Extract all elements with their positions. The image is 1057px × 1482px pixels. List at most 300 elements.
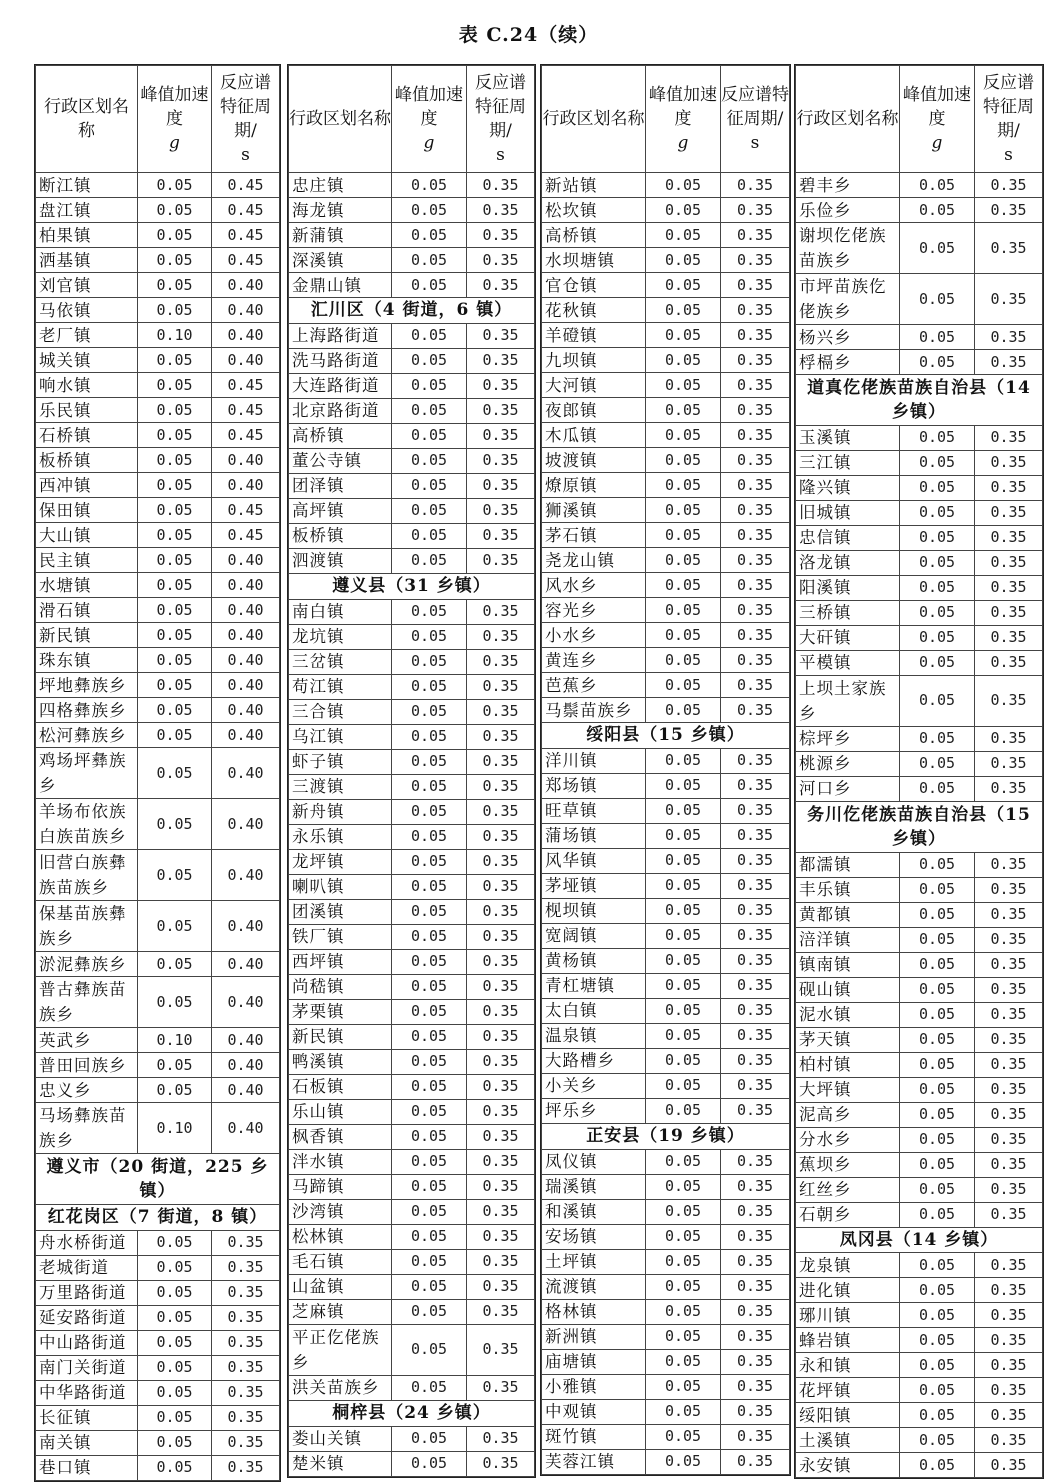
table-row bbox=[289, 223, 535, 248]
table-row bbox=[289, 899, 535, 924]
characteristic-period: 0.40 bbox=[212, 748, 280, 799]
characteristic-period: 0.35 bbox=[467, 699, 535, 724]
district-name: 分水乡 bbox=[796, 1127, 900, 1152]
characteristic-period: 0.35 bbox=[975, 1027, 1043, 1052]
table-column-2 bbox=[287, 64, 536, 1478]
table-row bbox=[542, 1224, 790, 1249]
table-row bbox=[289, 624, 535, 649]
peak-acceleration: 0.05 bbox=[392, 674, 467, 699]
district-name: 绥阳镇 bbox=[796, 1403, 900, 1428]
district-name: 芭蕉乡 bbox=[542, 673, 646, 698]
table-row bbox=[289, 699, 535, 724]
characteristic-period: 0.35 bbox=[467, 473, 535, 498]
peak-acceleration: 0.05 bbox=[900, 1428, 975, 1453]
characteristic-period: 0.40 bbox=[212, 1053, 280, 1078]
characteristic-period: 0.35 bbox=[721, 1048, 790, 1073]
characteristic-period: 0.35 bbox=[467, 498, 535, 523]
district-name: 洒基镇 bbox=[36, 248, 138, 273]
peak-acceleration: 0.05 bbox=[900, 1127, 975, 1152]
district-name: 大河镇 bbox=[542, 373, 646, 398]
peak-acceleration: 0.05 bbox=[646, 1023, 721, 1048]
header-name bbox=[796, 66, 900, 173]
district-name: 流渡镇 bbox=[542, 1274, 646, 1299]
characteristic-period: 0.35 bbox=[721, 398, 790, 423]
peak-acceleration: 0.05 bbox=[646, 1274, 721, 1299]
characteristic-period: 0.35 bbox=[467, 398, 535, 423]
district-name: 花坪镇 bbox=[796, 1378, 900, 1403]
characteristic-period: 0.35 bbox=[467, 1074, 535, 1099]
district-name: 茅石镇 bbox=[542, 523, 646, 548]
table-row bbox=[36, 323, 280, 348]
peak-acceleration: 0.05 bbox=[646, 798, 721, 823]
peak-acceleration: 0.05 bbox=[646, 648, 721, 673]
peak-acceleration: 0.05 bbox=[392, 1375, 467, 1400]
peak-acceleration: 0.05 bbox=[392, 273, 467, 298]
characteristic-period: 0.35 bbox=[467, 448, 535, 473]
district-name: 南门关街道 bbox=[36, 1355, 138, 1380]
peak-acceleration: 0.05 bbox=[646, 1399, 721, 1424]
peak-acceleration: 0.05 bbox=[392, 1324, 467, 1375]
district-name: 普古彝族苗族乡 bbox=[36, 977, 138, 1028]
table-row bbox=[289, 1224, 535, 1249]
peak-acceleration: 0.05 bbox=[392, 373, 467, 398]
characteristic-period: 0.35 bbox=[467, 173, 535, 198]
peak-acceleration: 0.05 bbox=[646, 823, 721, 848]
characteristic-period: 0.45 bbox=[212, 398, 280, 423]
characteristic-period: 0.40 bbox=[212, 473, 280, 498]
district-name: 楚米镇 bbox=[289, 1451, 392, 1476]
characteristic-period: 0.35 bbox=[975, 198, 1043, 223]
peak-acceleration: 0.05 bbox=[646, 248, 721, 273]
characteristic-period: 0.35 bbox=[212, 1455, 280, 1480]
characteristic-period: 0.35 bbox=[721, 773, 790, 798]
characteristic-period: 0.35 bbox=[975, 675, 1043, 726]
peak-acceleration: 0.05 bbox=[646, 423, 721, 448]
peak-acceleration: 0.05 bbox=[392, 699, 467, 724]
peak-acceleration: 0.05 bbox=[392, 323, 467, 348]
table-row bbox=[36, 298, 280, 323]
peak-acceleration: 0.05 bbox=[392, 448, 467, 473]
table-row bbox=[542, 598, 790, 623]
table-row bbox=[796, 350, 1043, 375]
table-row bbox=[796, 625, 1043, 650]
characteristic-period: 0.35 bbox=[467, 1199, 535, 1224]
district-name: 西冲镇 bbox=[36, 473, 138, 498]
characteristic-period: 0.35 bbox=[721, 1299, 790, 1324]
district-name: 小雅镇 bbox=[542, 1374, 646, 1399]
header-pga bbox=[900, 66, 975, 173]
table-row bbox=[796, 1403, 1043, 1428]
district-name: 上坝土家族乡 bbox=[796, 675, 900, 726]
peak-acceleration: 0.05 bbox=[392, 1224, 467, 1249]
table-row bbox=[289, 599, 535, 624]
peak-acceleration: 0.05 bbox=[646, 948, 721, 973]
header-period-unit: s bbox=[1004, 145, 1013, 165]
table-row bbox=[796, 575, 1043, 600]
district-name: 洪关苗族乡 bbox=[289, 1375, 392, 1400]
table-row bbox=[542, 348, 790, 373]
peak-acceleration: 0.05 bbox=[392, 824, 467, 849]
table-row bbox=[289, 649, 535, 674]
table-row bbox=[796, 1353, 1043, 1378]
peak-acceleration: 0.05 bbox=[138, 523, 212, 548]
district-name: 泥水镇 bbox=[796, 1002, 900, 1027]
district-name: 董公寺镇 bbox=[289, 448, 392, 473]
table-row bbox=[36, 498, 280, 523]
characteristic-period: 0.35 bbox=[975, 1253, 1043, 1278]
characteristic-period: 0.35 bbox=[467, 949, 535, 974]
table-row bbox=[796, 675, 1043, 726]
table-row bbox=[289, 724, 535, 749]
table-row bbox=[289, 523, 535, 548]
characteristic-period: 0.35 bbox=[467, 223, 535, 248]
district-name: 忠义乡 bbox=[36, 1078, 138, 1103]
district-name: 高坪镇 bbox=[289, 498, 392, 523]
table-row bbox=[796, 927, 1043, 952]
characteristic-period: 0.45 bbox=[212, 248, 280, 273]
table-row bbox=[289, 1199, 535, 1224]
characteristic-period: 0.40 bbox=[212, 901, 280, 952]
peak-acceleration: 0.05 bbox=[900, 927, 975, 952]
characteristic-period: 0.35 bbox=[467, 348, 535, 373]
district-name: 丰乐镇 bbox=[796, 877, 900, 902]
table-row bbox=[36, 1330, 280, 1355]
table-row bbox=[289, 248, 535, 273]
characteristic-period: 0.40 bbox=[212, 623, 280, 648]
characteristic-period: 0.35 bbox=[975, 1428, 1043, 1453]
table-row bbox=[542, 573, 790, 598]
section-heading: 正安县（19 乡镇） bbox=[542, 1123, 790, 1149]
peak-acceleration: 0.05 bbox=[646, 548, 721, 573]
district-name: 太白镇 bbox=[542, 998, 646, 1023]
section-heading: 凤冈县（14 乡镇） bbox=[796, 1227, 1043, 1253]
peak-acceleration: 0.05 bbox=[392, 173, 467, 198]
header-name-text: 行政区划名称 bbox=[44, 97, 129, 141]
characteristic-period: 0.35 bbox=[975, 173, 1043, 198]
district-name: 老城街道 bbox=[36, 1255, 138, 1280]
table-row bbox=[289, 1426, 535, 1451]
district-name: 官仓镇 bbox=[542, 273, 646, 298]
peak-acceleration: 0.05 bbox=[392, 724, 467, 749]
characteristic-period: 0.35 bbox=[975, 852, 1043, 877]
peak-acceleration: 0.10 bbox=[138, 323, 212, 348]
table-row bbox=[542, 798, 790, 823]
peak-acceleration: 0.05 bbox=[900, 650, 975, 675]
district-name: 鸭溪镇 bbox=[289, 1049, 392, 1074]
table-row bbox=[542, 748, 790, 773]
table-row bbox=[36, 901, 280, 952]
peak-acceleration: 0.05 bbox=[646, 1174, 721, 1199]
peak-acceleration: 0.05 bbox=[392, 999, 467, 1024]
district-name: 新民镇 bbox=[36, 623, 138, 648]
peak-acceleration: 0.05 bbox=[392, 749, 467, 774]
district-name: 青杠塘镇 bbox=[542, 973, 646, 998]
peak-acceleration: 0.05 bbox=[392, 348, 467, 373]
section-heading: 务川仡佬族苗族自治县（15 乡镇） bbox=[796, 801, 1043, 852]
district-name: 长征镇 bbox=[36, 1405, 138, 1430]
characteristic-period: 0.35 bbox=[975, 877, 1043, 902]
characteristic-period: 0.40 bbox=[212, 673, 280, 698]
district-name: 老厂镇 bbox=[36, 323, 138, 348]
peak-acceleration: 0.05 bbox=[646, 923, 721, 948]
peak-acceleration: 0.05 bbox=[900, 751, 975, 776]
header-name bbox=[36, 66, 138, 173]
district-name: 狮溪镇 bbox=[542, 498, 646, 523]
district-name: 进化镇 bbox=[796, 1278, 900, 1303]
district-name: 燎原镇 bbox=[542, 473, 646, 498]
district-name: 板桥镇 bbox=[289, 523, 392, 548]
district-name: 柏果镇 bbox=[36, 223, 138, 248]
peak-acceleration: 0.05 bbox=[646, 223, 721, 248]
peak-acceleration: 0.05 bbox=[646, 1149, 721, 1174]
district-name: 黄杨镇 bbox=[542, 948, 646, 973]
characteristic-period: 0.35 bbox=[212, 1380, 280, 1405]
table-row bbox=[796, 500, 1043, 525]
characteristic-period: 0.35 bbox=[975, 927, 1043, 952]
district-name: 阳溪镇 bbox=[796, 575, 900, 600]
characteristic-period: 0.35 bbox=[975, 600, 1043, 625]
district-name: 水塘镇 bbox=[36, 573, 138, 598]
characteristic-period: 0.35 bbox=[975, 977, 1043, 1002]
district-name: 延安路街道 bbox=[36, 1305, 138, 1330]
peak-acceleration: 0.05 bbox=[138, 1255, 212, 1280]
district-name: 三合镇 bbox=[289, 699, 392, 724]
peak-acceleration: 0.05 bbox=[646, 698, 721, 723]
district-name: 柏村镇 bbox=[796, 1052, 900, 1077]
table-row bbox=[289, 999, 535, 1024]
peak-acceleration: 0.05 bbox=[900, 1328, 975, 1353]
characteristic-period: 0.35 bbox=[721, 1224, 790, 1249]
table-row bbox=[289, 774, 535, 799]
district-name: 泮水镇 bbox=[289, 1149, 392, 1174]
peak-acceleration: 0.05 bbox=[138, 748, 212, 799]
peak-acceleration: 0.05 bbox=[392, 624, 467, 649]
table-row bbox=[289, 548, 535, 573]
table-row bbox=[796, 1303, 1043, 1328]
characteristic-period: 0.40 bbox=[212, 977, 280, 1028]
peak-acceleration: 0.05 bbox=[392, 924, 467, 949]
district-name: 乐俭乡 bbox=[796, 198, 900, 223]
header-name-text: 行政区划名称 bbox=[542, 109, 645, 129]
district-name: 旺草镇 bbox=[542, 798, 646, 823]
table-row bbox=[542, 1374, 790, 1399]
table-row bbox=[796, 1253, 1043, 1278]
table-row bbox=[542, 448, 790, 473]
district-name: 永安镇 bbox=[796, 1453, 900, 1478]
district-name: 芝麻镇 bbox=[289, 1299, 392, 1324]
table-row bbox=[796, 1378, 1043, 1403]
characteristic-period: 0.35 bbox=[467, 523, 535, 548]
table-row bbox=[289, 1149, 535, 1174]
table-row bbox=[542, 523, 790, 548]
characteristic-period: 0.40 bbox=[212, 648, 280, 673]
table-row bbox=[796, 1027, 1043, 1052]
characteristic-period: 0.35 bbox=[975, 902, 1043, 927]
peak-acceleration: 0.05 bbox=[646, 1098, 721, 1123]
peak-acceleration: 0.05 bbox=[646, 448, 721, 473]
characteristic-period: 0.35 bbox=[975, 1177, 1043, 1202]
table-row bbox=[36, 673, 280, 698]
district-name: 喇叭镇 bbox=[289, 874, 392, 899]
table-row bbox=[796, 1127, 1043, 1152]
table-row bbox=[796, 450, 1043, 475]
district-name: 蜂岩镇 bbox=[796, 1328, 900, 1353]
district-name: 马依镇 bbox=[36, 298, 138, 323]
peak-acceleration: 0.05 bbox=[646, 748, 721, 773]
table-row bbox=[289, 949, 535, 974]
characteristic-period: 0.35 bbox=[467, 1124, 535, 1149]
peak-acceleration: 0.05 bbox=[646, 573, 721, 598]
peak-acceleration: 0.05 bbox=[646, 998, 721, 1023]
table-row bbox=[796, 902, 1043, 927]
district-name: 尧龙山镇 bbox=[542, 548, 646, 573]
peak-acceleration: 0.05 bbox=[392, 849, 467, 874]
district-name: 玉溪镇 bbox=[796, 425, 900, 450]
district-name: 木瓜镇 bbox=[542, 423, 646, 448]
characteristic-period: 0.35 bbox=[212, 1230, 280, 1255]
header-pga-unit: g bbox=[931, 133, 943, 153]
characteristic-period: 0.35 bbox=[721, 423, 790, 448]
peak-acceleration: 0.05 bbox=[900, 1278, 975, 1303]
district-name: 大坪镇 bbox=[796, 1077, 900, 1102]
characteristic-period: 0.35 bbox=[721, 748, 790, 773]
table-row bbox=[289, 1451, 535, 1476]
peak-acceleration: 0.10 bbox=[138, 1103, 212, 1154]
table-row bbox=[796, 1002, 1043, 1027]
district-name: 大连路街道 bbox=[289, 373, 392, 398]
table-row bbox=[542, 848, 790, 873]
district-name: 马蹄镇 bbox=[289, 1174, 392, 1199]
district-name: 山盆镇 bbox=[289, 1274, 392, 1299]
peak-acceleration: 0.05 bbox=[900, 223, 975, 274]
peak-acceleration: 0.05 bbox=[900, 977, 975, 1002]
district-name: 龙坪镇 bbox=[289, 849, 392, 874]
table-row bbox=[36, 523, 280, 548]
characteristic-period: 0.35 bbox=[721, 1274, 790, 1299]
peak-acceleration: 0.05 bbox=[900, 575, 975, 600]
characteristic-period: 0.35 bbox=[721, 373, 790, 398]
peak-acceleration: 0.10 bbox=[138, 1028, 212, 1053]
district-name: 泗渡镇 bbox=[289, 548, 392, 573]
characteristic-period: 0.35 bbox=[721, 1174, 790, 1199]
peak-acceleration: 0.05 bbox=[138, 573, 212, 598]
peak-acceleration: 0.05 bbox=[646, 973, 721, 998]
district-name: 枫香镇 bbox=[289, 1124, 392, 1149]
characteristic-period: 0.35 bbox=[721, 348, 790, 373]
header-name bbox=[289, 66, 392, 173]
characteristic-period: 0.40 bbox=[212, 348, 280, 373]
table-header bbox=[542, 66, 790, 173]
peak-acceleration: 0.05 bbox=[392, 1274, 467, 1299]
characteristic-period: 0.35 bbox=[467, 1451, 535, 1476]
peak-acceleration: 0.05 bbox=[138, 1355, 212, 1380]
peak-acceleration: 0.05 bbox=[646, 1374, 721, 1399]
district-name: 新站镇 bbox=[542, 173, 646, 198]
peak-acceleration: 0.05 bbox=[900, 1353, 975, 1378]
peak-acceleration: 0.05 bbox=[138, 198, 212, 223]
characteristic-period: 0.35 bbox=[467, 849, 535, 874]
table-row bbox=[289, 749, 535, 774]
table-row bbox=[36, 198, 280, 223]
table-row bbox=[36, 1280, 280, 1305]
district-name: 珠东镇 bbox=[36, 648, 138, 673]
district-name: 谢坝仡佬族苗族乡 bbox=[796, 223, 900, 274]
district-name: 四格彝族乡 bbox=[36, 698, 138, 723]
peak-acceleration: 0.05 bbox=[392, 1299, 467, 1324]
section-heading: 遵义县（31 乡镇） bbox=[289, 573, 535, 599]
peak-acceleration: 0.05 bbox=[138, 498, 212, 523]
table-row bbox=[289, 1099, 535, 1124]
peak-acceleration: 0.05 bbox=[900, 274, 975, 325]
table-row bbox=[289, 1375, 535, 1400]
characteristic-period: 0.35 bbox=[721, 873, 790, 898]
peak-acceleration: 0.05 bbox=[646, 323, 721, 348]
peak-acceleration: 0.05 bbox=[900, 852, 975, 877]
table-row bbox=[796, 198, 1043, 223]
characteristic-period: 0.35 bbox=[721, 673, 790, 698]
district-name: 龙坑镇 bbox=[289, 624, 392, 649]
section-heading: 遵义市（20 街道，225 乡镇） bbox=[36, 1154, 280, 1205]
table-row bbox=[542, 498, 790, 523]
table-row bbox=[36, 398, 280, 423]
characteristic-period: 0.35 bbox=[721, 1249, 790, 1274]
table-row bbox=[289, 674, 535, 699]
table-row bbox=[796, 1177, 1043, 1202]
characteristic-period: 0.45 bbox=[212, 423, 280, 448]
district-name: 蕉坝乡 bbox=[796, 1152, 900, 1177]
table-row bbox=[796, 1202, 1043, 1227]
header-period-unit: s bbox=[750, 133, 760, 153]
district-name: 石朝乡 bbox=[796, 1202, 900, 1227]
peak-acceleration: 0.05 bbox=[646, 373, 721, 398]
peak-acceleration: 0.05 bbox=[392, 198, 467, 223]
table-row bbox=[796, 776, 1043, 801]
peak-acceleration: 0.05 bbox=[646, 873, 721, 898]
peak-acceleration: 0.05 bbox=[392, 398, 467, 423]
district-name: 普田回族乡 bbox=[36, 1053, 138, 1078]
peak-acceleration: 0.05 bbox=[900, 776, 975, 801]
header-period-unit: s bbox=[496, 145, 505, 165]
characteristic-period: 0.40 bbox=[212, 573, 280, 598]
table-row bbox=[289, 1274, 535, 1299]
peak-acceleration: 0.05 bbox=[646, 1424, 721, 1449]
table-row bbox=[289, 348, 535, 373]
characteristic-period: 0.40 bbox=[212, 598, 280, 623]
peak-acceleration: 0.05 bbox=[646, 498, 721, 523]
characteristic-period: 0.35 bbox=[467, 1249, 535, 1274]
district-name: 琊川镇 bbox=[796, 1303, 900, 1328]
district-name: 凤仪镇 bbox=[542, 1149, 646, 1174]
peak-acceleration: 0.05 bbox=[646, 1349, 721, 1374]
table-row bbox=[796, 952, 1043, 977]
district-name: 团溪镇 bbox=[289, 899, 392, 924]
characteristic-period: 0.35 bbox=[467, 924, 535, 949]
table-row bbox=[36, 952, 280, 977]
district-name: 沙湾镇 bbox=[289, 1199, 392, 1224]
characteristic-period: 0.35 bbox=[721, 573, 790, 598]
district-name: 淤泥彝族乡 bbox=[36, 952, 138, 977]
peak-acceleration: 0.05 bbox=[138, 298, 212, 323]
characteristic-period: 0.35 bbox=[721, 173, 790, 198]
characteristic-period: 0.40 bbox=[212, 723, 280, 748]
table-row bbox=[36, 273, 280, 298]
peak-acceleration: 0.05 bbox=[138, 977, 212, 1028]
characteristic-period: 0.35 bbox=[721, 648, 790, 673]
peak-acceleration: 0.05 bbox=[138, 373, 212, 398]
header-pga-text: 峰值加速度 bbox=[140, 85, 209, 129]
table-row bbox=[289, 448, 535, 473]
district-name: 保基苗族彝族乡 bbox=[36, 901, 138, 952]
